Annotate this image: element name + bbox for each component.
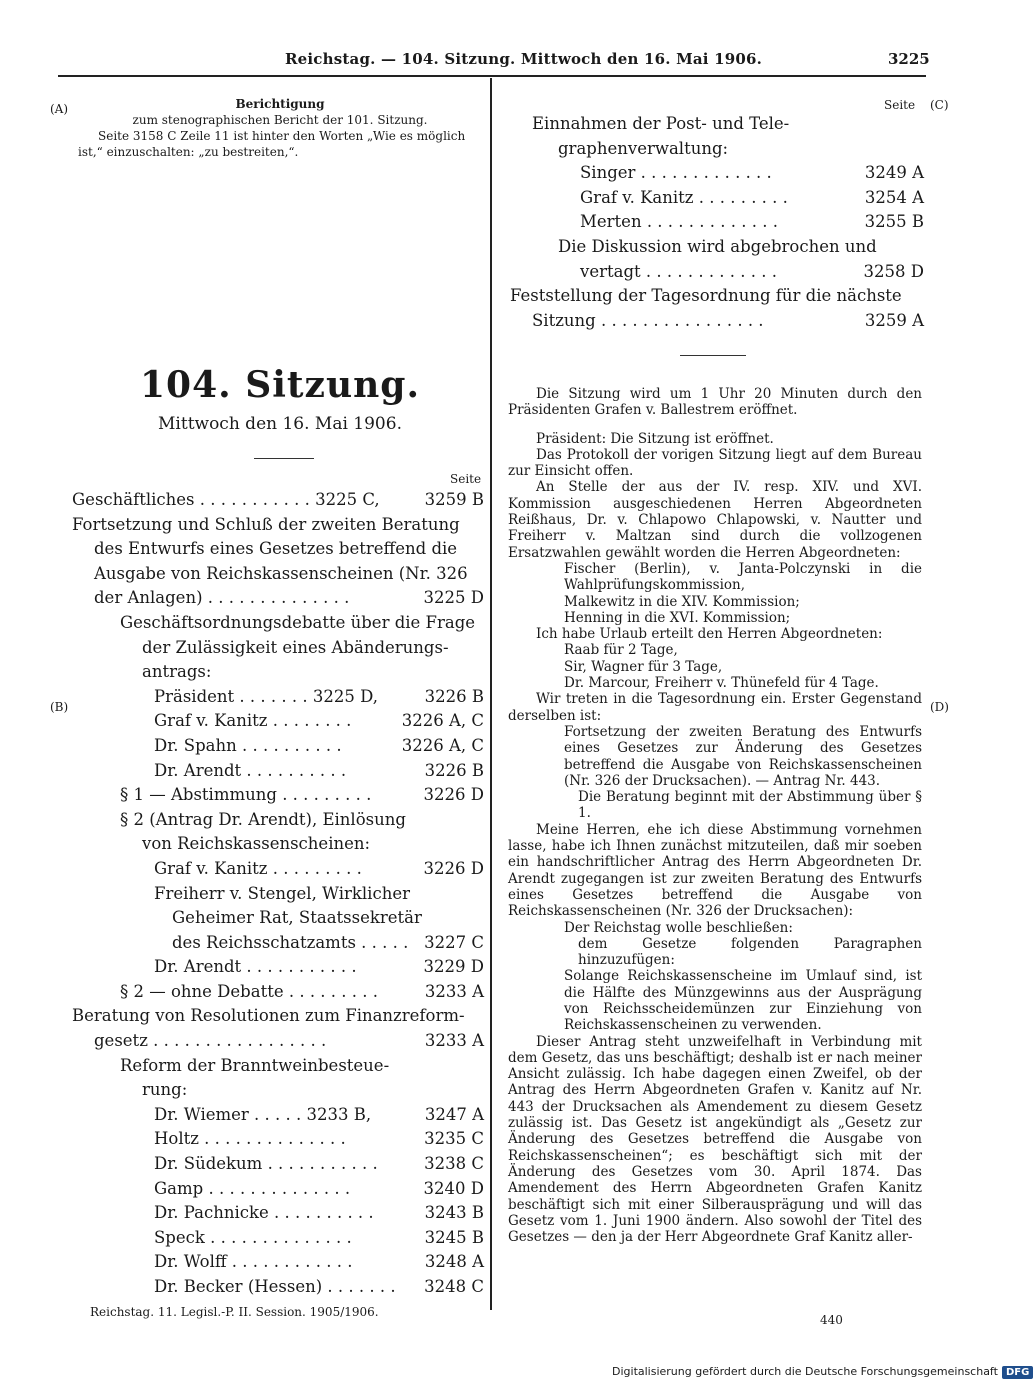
toc-left-entry-text: des Reichsschatzamts . . . . . [172,932,409,952]
toc-left-entry [72,1201,484,1226]
correction-heading: Berichtigung [235,97,325,111]
toc-left-entry-text: Freiherr v. Stengel, Wirklicher [154,883,410,903]
toc-left-entry-text: Reform der Branntweinbesteue- [120,1055,390,1075]
toc-left-entry [72,734,484,759]
toc-left-entry [72,955,484,980]
toc-left-entry-text: Holtz . . . . . . . . . . . . . . [154,1129,346,1149]
toc-left-entry [72,882,484,907]
margin-mark-a: (A) [50,102,69,116]
toc-left-entry [72,1250,484,1275]
toc-left-entry-page-ref: 3227 C [420,931,484,956]
toc-left-entry [72,636,484,661]
body-paragraph: Die Beratung beginnt mit der Abstimmung über § 1. [578,789,922,822]
toc-left-entry [72,906,484,931]
toc-right-entry-page-ref: 3259 A [861,309,924,334]
toc-left-entry [72,488,484,513]
toc-left-entry-text: Dr. Pachnicke . . . . . . . . . . [154,1203,374,1223]
toc-right-entry-page-ref: 3254 A [861,186,924,211]
toc-left-entry [72,1078,484,1103]
toc-left-entry-text: gesetz . . . . . . . . . . . . . . . . . [94,1031,327,1051]
toc-left-entry-page-ref: 3225 D [420,586,484,611]
toc-left-entry-page-ref: 3235 C [420,1127,484,1152]
toc-left-entry-text: Dr. Südekum . . . . . . . . . . . [154,1154,378,1174]
seite-label-left: Seite [450,472,482,486]
toc-left-entry-page-ref: 3259 B [421,488,484,513]
toc-left-entry-text: Ausgabe von Reichskassenscheinen (Nr. 326 [94,563,468,583]
toc-left-entry [72,611,484,636]
toc-left-entry-page-ref: 3245 B [421,1226,484,1251]
toc-left-entry [72,1029,484,1054]
toc-left-entry [72,783,484,808]
page-header [0,50,1000,72]
toc-left-entry-page-ref: 3240 D [420,1177,484,1202]
session-date: Mittwoch den 16. Mai 1906. [158,414,402,434]
toc-left-entry [72,1275,484,1300]
toc-left-entry [72,562,484,587]
body-paragraph: Dieser Antrag steht unzweifelhaft in Verbindung mit dem Gesetz, das uns beschäftigt; deshalb ist er nach meiner Ansicht zulässig. Ich habe dagegen einen Zweifel, ob der Antrag des Herrn Abgeordneten Grafen v. Kanitz auf Nr. 443 der Drucksachen als Amendement zu diesem Gesetz zulässig ist. Das Gesetz ist angekündigt als „Gesetz zur Änderung des Gesetzes betreffend die Ausgabe von Reichskassenscheinen“; es beschäftigt sich mit der Änderung des Gesetzes vom 30. April 1874. Das Amendement des Herrn Abgeordneten Grafen Kanitz beschäftigt sich mit einer Silberausprägung und will das Gesetz vom 1. Juni 1900 ändern. Also sowohl der Titel des Gesetzes — den ja der Herr Abgeordnete Graf Kanitz aller- [508,1033,922,1246]
toc-left-entry-page-ref: 3233 A [421,1029,484,1054]
toc-left-entry [72,660,484,685]
toc-left-entry [72,709,484,734]
toc-right-entry-text: Die Diskussion wird abgebrochen und [558,236,877,256]
toc-left-entry-text: § 2 (Antrag Dr. Arendt), Einlösung [120,809,406,829]
toc-left-entry [72,1127,484,1152]
short-rule-left [254,458,314,459]
seite-label-right: Seite [884,98,916,112]
toc-left-entry-text: Geheimer Rat, Staatssekretär [172,908,422,928]
toc-left-entry-page-ref: 3248 C [420,1275,484,1300]
toc-left-entry-page-ref: 3226 A, C [398,709,484,734]
toc-right-entry [510,137,924,162]
digitization-credit [612,1365,1033,1379]
footer-left: Reichstag. 11. Legisl.-P. II. Session. 1905/1906. [90,1305,379,1319]
toc-right-entry-text: Sitzung . . . . . . . . . . . . . . . . [532,310,764,330]
toc-left-entry [72,832,484,857]
toc-left-entry [72,1226,484,1251]
body-paragraph: Sir, Wagner für 3 Tage, [564,658,723,675]
toc-right-entry [510,260,924,285]
toc-left-entry-text: Speck . . . . . . . . . . . . . . [154,1227,352,1247]
toc-right-entry-text: Graf v. Kanitz . . . . . . . . . [580,187,788,207]
toc-right-entry-page-ref: 3258 D [860,260,924,285]
toc-left-entry-text: Geschäftsordnungsdebatte über die Frage [120,612,476,632]
body-paragraph: Wir treten in die Tagesordnung ein. Erster Gegenstand derselben ist: [508,691,922,724]
dfg-logo: DFG [1002,1366,1033,1379]
header-rule [58,75,926,77]
toc-left-entry-text: Gamp . . . . . . . . . . . . . . [154,1178,351,1198]
toc-left-entry [72,513,484,538]
body-paragraph: dem Gesetze folgenden Paragraphen hinzuzufügen: [578,935,922,969]
toc-left-entry-text: rung: [142,1080,188,1100]
toc-right-entry-page-ref: 3255 B [861,210,924,235]
toc-right-entry-text: Feststellung der Tagesordnung für die nächste [510,286,902,306]
toc-left-entry [72,1054,484,1079]
toc-left-entry-page-ref: 3247 A [421,1103,484,1128]
credit-text: Digitalisierung gefördert durch die Deutsche Forschungsgemeinschaft [612,1365,998,1378]
margin-mark-c: (C) [930,98,949,112]
toc-left-entry-page-ref: 3233 A [421,980,484,1005]
toc-left-entry-text: Graf v. Kanitz . . . . . . . . . [154,858,362,878]
toc-left-entry [72,808,484,833]
toc-left-entry-text: des Entwurfs eines Gesetzes betreffend die [94,539,458,559]
toc-left-entry-text: Graf v. Kanitz . . . . . . . . [154,711,352,731]
table-of-contents-right [510,112,924,333]
toc-left-entry-text: Geschäftliches . . . . . . . . . . . 3225 C, [72,490,380,509]
toc-left-entry-text: der Zulässigkeit eines Abänderungs- [142,637,449,657]
body-paragraph: Fortsetzung der zweiten Beratung des Entwurfs eines Gesetzes zur Änderung des Gesetzes betreffend die Ausgabe von Reichskassenscheinen (Nr. 326 der Drucksachen). — Antrag Nr. 443. [564,723,922,789]
toc-left-entry-text: Beratung von Resolutionen zum Finanzreform- [72,1006,465,1026]
body-paragraph: Der Reichstag wolle beschließen: [564,919,793,936]
toc-left-entry-page-ref: 3226 A, C [398,734,484,759]
body-paragraph: Raab für 2 Tage, [564,642,678,659]
toc-left-entry-text: Dr. Wiemer . . . . . 3233 B, [154,1104,372,1124]
running-title: Reichstag. — 104. Sitzung. Mittwoch den 16. Mai 1906. [285,50,763,68]
toc-right-entry [510,284,924,309]
correction-text-2: ist,“ einzuschalten: „zu bestreiten,“. [78,145,299,159]
body-paragraph: Solange Reichskassenscheine im Umlauf sind, ist die Hälfte des Münzgewinns aus der Ausprägung von Reichsscheidemünzen zur Einziehung von Reichskassenscheinen zu verwenden. [564,968,922,1034]
toc-left-entry [72,931,484,956]
page-number: 3225 [888,50,930,68]
toc-right-entry [510,210,924,235]
correction-subheading: zum stenographischen Bericht der 101. Sitzung. [132,113,428,127]
toc-left-entry [72,1004,484,1029]
toc-right-entry [510,186,924,211]
body-paragraph: An Stelle der aus der IV. resp. XIV. und XVI. Kommission ausgeschiedenen Herren Abgeordneten Reißhaus, Dr. v. Chlapowo Chlapowski, v. Nautter und Freiherr v. Maltzan sind durch die vollzogenen Ersatzwahlen gewählt worden die Herren Abgeordneten: [508,479,922,561]
correction-notice [78,96,482,160]
toc-right-entry-text: Einnahmen der Post- und Tele- [532,114,790,133]
toc-left-entry-page-ref: 3229 D [420,955,484,980]
toc-right-entry-text: Merten . . . . . . . . . . . . . [580,212,778,232]
toc-right-entry [510,112,924,137]
toc-left-entry-text: von Reichskassenscheinen: [142,834,371,854]
toc-left-entry [72,857,484,882]
toc-left-entry-text: Dr. Arendt . . . . . . . . . . . [154,957,357,977]
toc-left-entry-text: Dr. Wolff . . . . . . . . . . . . [154,1252,353,1272]
toc-left-entry-text: Präsident . . . . . . . 3225 D, [154,686,378,706]
toc-right-entry [510,161,924,186]
toc-left-entry-page-ref: 3226 D [420,857,484,882]
body-paragraph: Dr. Marcour, Freiherr v. Thünefeld für 4 Tage. [564,675,879,692]
toc-left-entry-text: antrags: [142,662,212,682]
body-paragraph: Die Sitzung wird um 1 Uhr 20 Minuten durch den Präsidenten Grafen v. Ballestrem eröffnet. [508,386,922,419]
toc-left-entry-text: Dr. Arendt . . . . . . . . . . [154,760,347,780]
body-paragraph: Henning in die XVI. Kommission; [564,609,791,626]
toc-left-entry-page-ref: 3226 B [421,685,484,710]
toc-left-entry-page-ref: 3226 D [420,783,484,808]
toc-left-entry-text: § 1 — Abstimmung . . . . . . . . . [120,785,372,805]
session-title: 104. Sitzung. [139,364,420,406]
short-rule-right [680,355,746,356]
toc-left-entry [72,537,484,562]
toc-left-entry [72,1177,484,1202]
body-paragraph: Präsident: Die Sitzung ist eröffnet. [536,430,774,447]
toc-right-entry-text: vertagt . . . . . . . . . . . . . [580,261,778,281]
column-divider [490,78,492,1310]
toc-right-entry-page-ref: 3249 A [861,161,924,186]
toc-left-entry-text: Dr. Spahn . . . . . . . . . . [154,735,342,755]
session-heading [70,364,490,434]
toc-left-entry-page-ref: 3243 B [421,1201,484,1226]
toc-left-entry [72,1152,484,1177]
toc-left-entry-page-ref: 3248 A [421,1250,484,1275]
toc-left-entry-page-ref: 3226 B [421,759,484,784]
table-of-contents-left [72,488,484,1300]
toc-right-entry [510,309,924,334]
toc-left-entry-text: der Anlagen) . . . . . . . . . . . . . . [94,588,350,608]
margin-mark-b: (B) [50,700,69,714]
footer-page-number: 440 [820,1313,843,1327]
toc-left-entry [72,685,484,710]
body-paragraph: Fischer (Berlin), v. Janta-Polczynski in die Wahlprüfungskommission, [564,560,922,594]
toc-left-entry-text: Dr. Becker (Hessen) . . . . . . . [154,1277,396,1296]
correction-text-1: Seite 3158 C Zeile 11 ist hinter den Worten „Wie es möglich [98,129,466,143]
toc-right-entry [510,235,924,260]
toc-left-entry [72,759,484,784]
body-paragraph: Das Protokoll der vorigen Sitzung liegt auf dem Bureau zur Einsicht offen. [508,446,922,480]
margin-mark-d: (D) [930,700,949,714]
toc-right-entry-text: graphenverwaltung: [558,138,729,158]
toc-left-entry [72,1103,484,1128]
toc-left-entry-text: Fortsetzung und Schluß der zweiten Beratung [72,514,460,534]
toc-left-entry-page-ref: 3238 C [420,1152,484,1177]
proceedings-text [508,386,922,1245]
toc-left-entry [72,980,484,1005]
body-paragraph: Malkewitz in die XIV. Kommission; [564,593,800,610]
toc-left-entry [72,586,484,611]
body-paragraph: Meine Herren, ehe ich diese Abstimmung vornehmen lasse, habe ich Ihnen zunächst mitzuteilen, daß mir soeben ein handschriftlicher Antrag des Herrn Abgeordneten Dr. Arendt zugegangen ist zur zweiten Beratung des Entwurfs eines Gesetzes betreffend die Ausgabe von Reichskassenscheinen (Nr. 326 der Drucksachen): [508,821,922,920]
body-paragraph: Ich habe Urlaub erteilt den Herren Abgeordneten: [536,626,883,643]
toc-left-entry-text: § 2 — ohne Debatte . . . . . . . . . [120,981,379,1001]
toc-right-entry-text: Singer . . . . . . . . . . . . . [580,163,772,183]
